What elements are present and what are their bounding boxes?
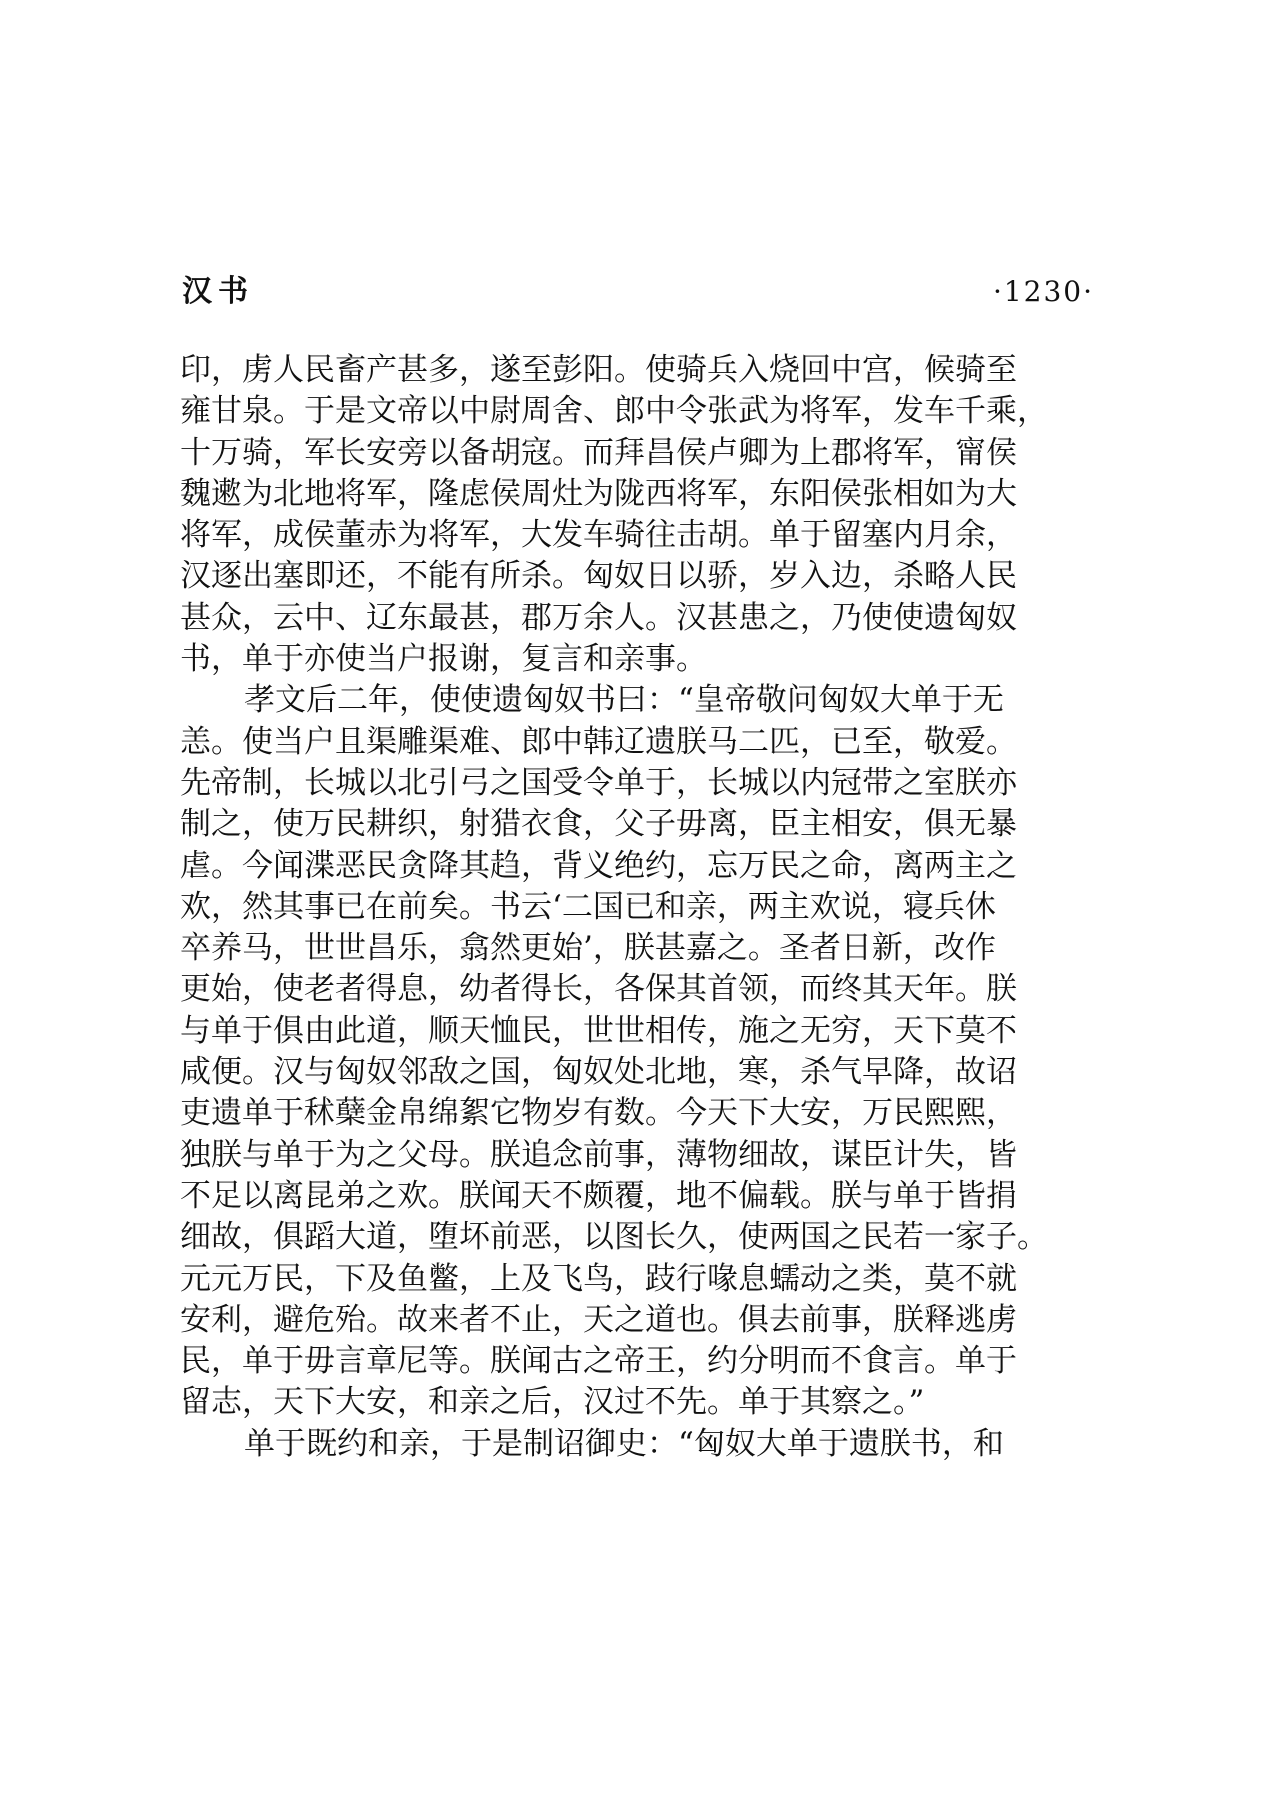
- text-line: 制之，使万民耕织，射猎衣食，父子毋离，臣主相安，俱无暴: [180, 806, 1017, 843]
- text-line: 先帝制，长城以北引弓之国受令单于，长城以内冠带之室朕亦: [180, 764, 1017, 801]
- text-line: 吏遗单于秫蘖金帛绵絮它物岁有数。今天下大安，万民熙熙，: [180, 1095, 1017, 1132]
- page-number: ·1230·: [992, 275, 1094, 308]
- text-line: 元元万民，下及鱼鳖，上及飞鸟，跂行喙息蠕动之类，莫不就: [180, 1260, 1017, 1297]
- text-line: 魏遬为北地将军，隆虑侯周灶为陇西将军，东阳侯张相如为大: [180, 475, 1017, 512]
- page-header: [182, 272, 1094, 312]
- text-line: 恙。使当户且渠雕渠难、郎中韩辽遗朕马二匹，已至，敬爱。: [180, 723, 1017, 760]
- body-text: [180, 350, 1100, 1465]
- text-line: 书，单于亦使当户报谢，复言和亲事。: [180, 641, 707, 678]
- text-line: 不足以离昆弟之欢。朕闻天不颇覆，地不偏载。朕与单于皆捐: [180, 1177, 1017, 1214]
- text-line: 汉逐出塞即还，不能有所杀。匈奴日以骄，岁入边，杀略人民: [180, 558, 1017, 595]
- text-line: 细故，俱蹈大道，堕坏前恶，以图长久，使两国之民若一家子。: [180, 1219, 1048, 1256]
- text-line: 甚众，云中、辽东最甚，郡万余人。汉甚患之，乃使使遗匈奴: [180, 599, 1017, 636]
- text-line: 更始，使老者得息，幼者得长，各保其首领，而终其天年。朕: [180, 971, 1017, 1008]
- text-line: 独朕与单于为之父母。朕追念前事，薄物细故，谋臣计失，皆: [180, 1136, 1017, 1173]
- text-line: 欢，然其事已在前矣。书云‘二国已和亲，两主欢说，寝兵休: [180, 888, 996, 925]
- text-line: 留志，天下大安，和亲之后，汉过不先。单于其察之。”: [180, 1384, 925, 1421]
- paragraph-start-line: 单于既约和亲，于是制诏御史：“匈奴大单于遗朕书，和: [244, 1425, 1004, 1462]
- text-line: 卒养马，世世昌乐，翕然更始’，朕甚嘉之。圣者日新，改作: [180, 930, 996, 967]
- text-line: 印，虏人民畜产甚多，遂至彭阳。使骑兵入烧回中宫，候骑至: [180, 352, 1017, 388]
- text-line: 雍甘泉。于是文帝以中尉周舍、郎中令张武为将军，发车千乘，: [180, 393, 1048, 430]
- text-line: 与单于俱由此道，顺天恤民，世世相传，施之无穷，天下莫不: [180, 1012, 1017, 1049]
- text-line: 咸便。汉与匈奴邻敌之国，匈奴处北地，寒，杀气早降，故诏: [180, 1054, 1017, 1091]
- text-line: 虐。今闻渫恶民贪降其趋，背义绝约，忘万民之命，离两主之: [180, 847, 1017, 884]
- text-line: 安利，避危殆。故来者不止，天之道也。俱去前事，朕释逃虏: [180, 1301, 1017, 1338]
- text-line: 民，单于毋言章尼等。朕闻古之帝王，约分明而不食言。单于: [180, 1343, 1017, 1380]
- book-title: 汉书: [182, 274, 254, 309]
- text-line: 将军，成侯董赤为将军，大发车骑往击胡。单于留塞内月余，: [180, 517, 1017, 554]
- paragraph-start-line: 孝文后二年，使使遗匈奴书曰：“皇帝敬问匈奴大单于无: [244, 682, 1004, 719]
- text-line: 十万骑，军长安旁以备胡寇。而拜昌侯卢卿为上郡将军，甯侯: [180, 434, 1017, 471]
